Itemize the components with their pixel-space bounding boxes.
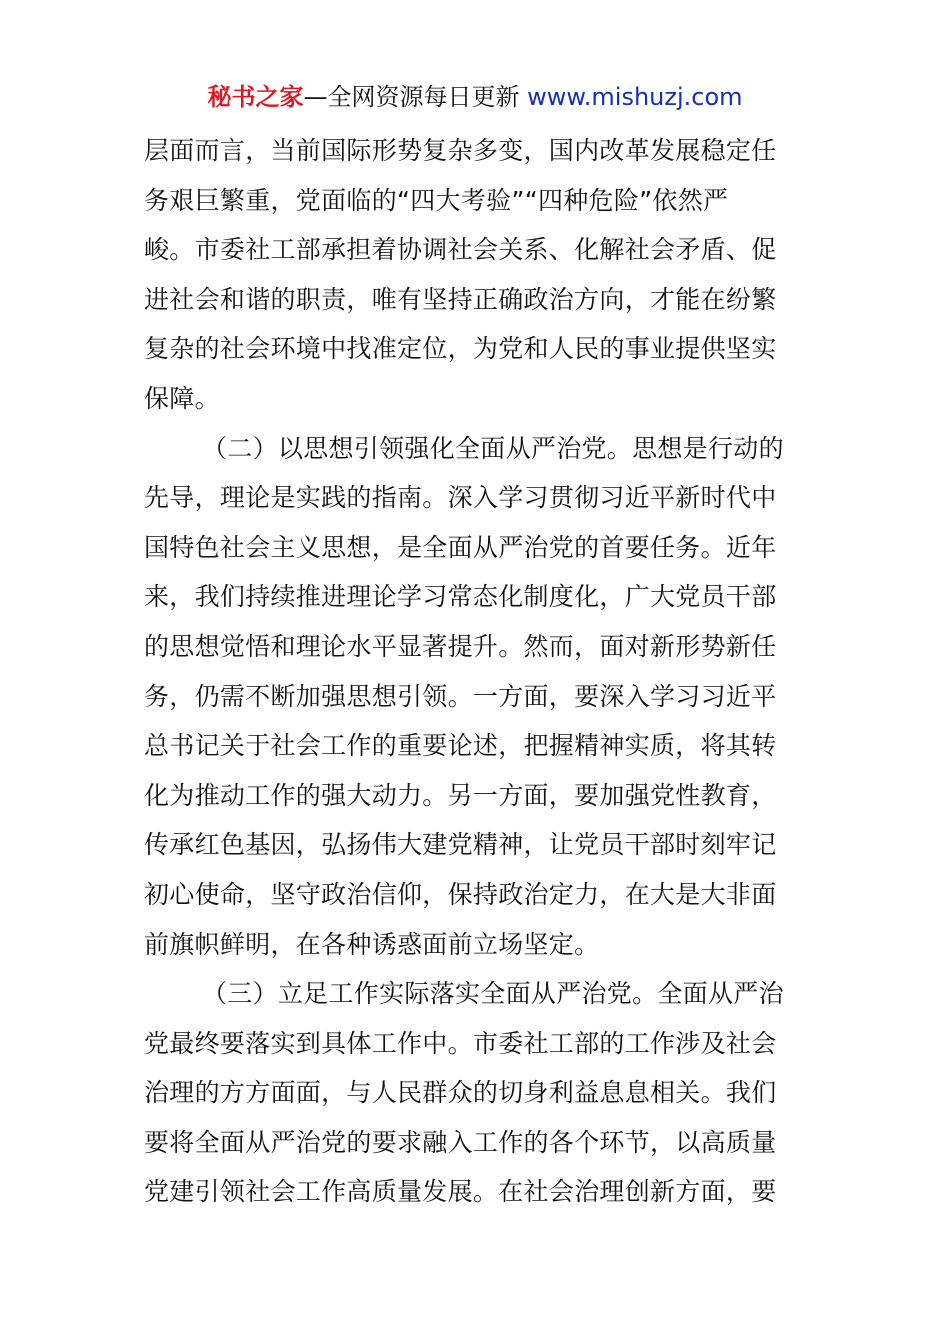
text-line: 务，仍需不断加强思想引领。一方面，要深入学习习近平 bbox=[144, 681, 777, 711]
text-line: 前旗帜鲜明，在各种诱惑面前立场坚定。 bbox=[144, 929, 600, 959]
text-line: 进社会和谐的职责，唯有坚持正确政治方向，才能在纷繁 bbox=[144, 284, 777, 314]
text-line: 党建引领社会工作高质量发展。在社会治理创新方面，要 bbox=[144, 1177, 777, 1207]
text-line: 复杂的社会环境中找准定位，为党和人民的事业提供坚实 bbox=[144, 334, 777, 364]
site-brand: 秘书之家 bbox=[207, 83, 304, 111]
text-line: 保障。 bbox=[144, 383, 220, 413]
text-line: 要将全面从严治党的要求融入工作的各个环节，以高质量 bbox=[144, 1127, 777, 1157]
text-line: 来，我们持续推进理论学习常态化制度化，广大党员干部 bbox=[144, 582, 777, 612]
text-line: 的思想觉悟和理论水平显著提升。然而，面对新形势新任 bbox=[144, 631, 777, 661]
document-body bbox=[144, 126, 812, 1217]
text-line: 传承红色基因，弘扬伟大建党精神，让党员干部时刻牢记 bbox=[144, 830, 777, 860]
text-line: 务艰巨繁重，党面临的“四大考验”“四种危险”依然严 bbox=[144, 185, 729, 215]
text-line: 峻。市委社工部承担着协调社会关系、化解社会矛盾、促 bbox=[144, 235, 777, 265]
text-line: 化为推动工作的强大动力。另一方面，要加强党性教育， bbox=[144, 780, 777, 810]
site-url-link[interactable]: www.mishuzj.com bbox=[527, 83, 743, 111]
section-heading-line: （二）以思想引领强化全面从严治党。思想是行动的 bbox=[202, 433, 784, 463]
site-tagline: —全网资源每日更新 bbox=[303, 83, 520, 111]
text-line: 治理的方方面面，与人民群众的切身利益息息相关。我们 bbox=[144, 1078, 777, 1108]
text-line: 党最终要落实到具体工作中。市委社工部的工作涉及社会 bbox=[144, 1028, 777, 1058]
text-line: 先导，理论是实践的指南。深入学习贯彻习近平新时代中 bbox=[144, 483, 777, 513]
site-header bbox=[0, 80, 950, 114]
text-line: 总书记关于社会工作的重要论述，把握精神实质，将其转 bbox=[144, 731, 777, 761]
text-line: 初心使命，坚守政治信仰，保持政治定力，在大是大非面 bbox=[144, 879, 777, 909]
section-heading-line: （三）立足工作实际落实全面从严治党。全面从严治 bbox=[202, 979, 784, 1009]
text-line: 国特色社会主义思想，是全面从严治党的首要任务。近年 bbox=[144, 532, 777, 562]
text-line: 层面而言，当前国际形势复杂多变，国内改革发展稳定任 bbox=[144, 136, 777, 165]
